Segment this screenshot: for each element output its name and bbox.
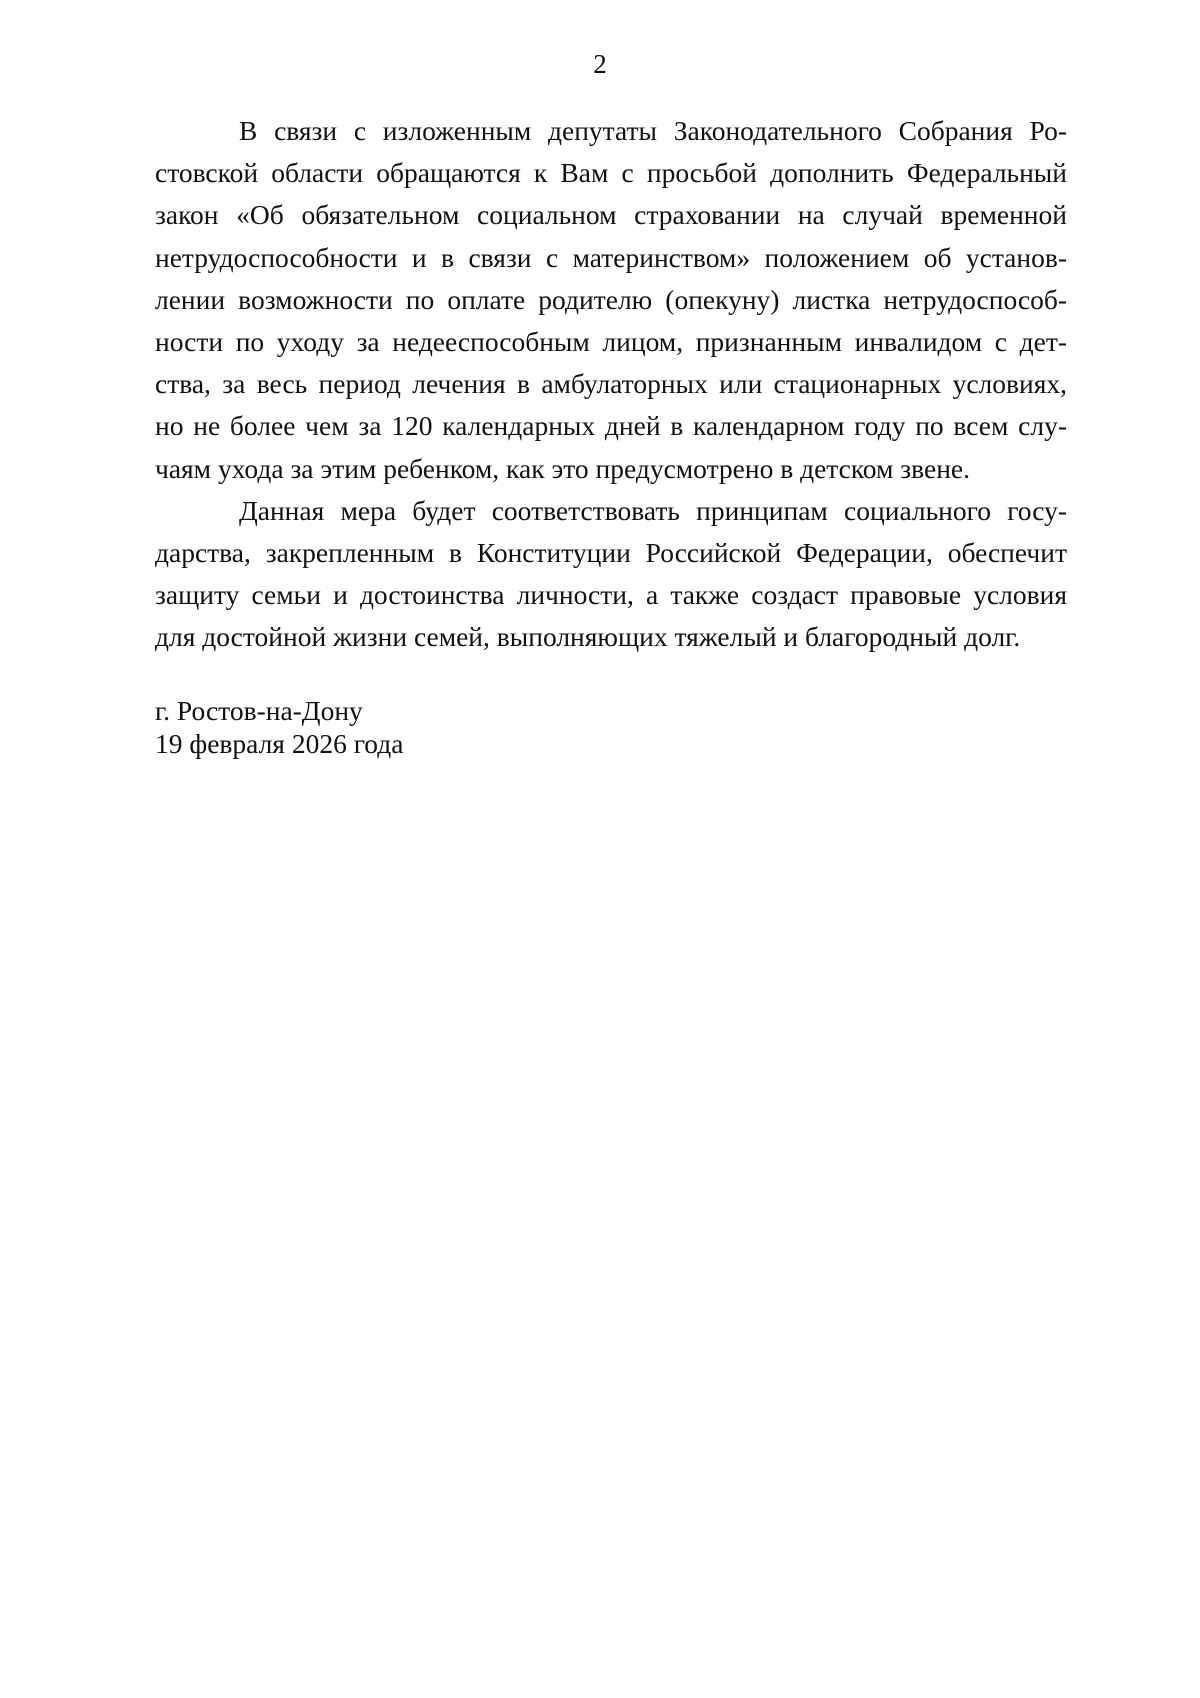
paragraph-line: В связи с изложенным депутаты Законодательного Собрания Ро- [239,115,1067,146]
signature-city: г. Ростов-на-Дону [155,695,363,726]
page-number: 2 [593,49,607,79]
paragraph-line: чаям ухода за этим ребенком, как это предусмотрено в детском звене. [155,452,970,484]
paragraph-line: дарства, закрепленным в Конституции Российской Федерации, обеспечит [155,536,1067,568]
paragraph-line: но не более чем за 120 календарных дней в календарном году по всем слу- [155,410,1067,442]
paragraph-line: Данная мера будет соответствовать принципам социального госу- [239,494,1067,526]
paragraph-line: ности по уходу за недееспособным лицом, признанным инвалидом с дет- [155,325,1067,357]
paragraph-line: защиту семьи и достоинства личности, а также создаст правовые условия [155,579,1067,611]
document-body [155,110,1067,658]
signature-date: 19 февраля 2026 года [155,728,404,759]
paragraph-line: стовской области обращаются к Вам с просьбой дополнить Федеральный [155,157,1067,189]
paragraph-line: лении возможности по оплате родителю (опекуну) листка нетрудоспособ- [155,283,1067,315]
paragraph-line: закон «Об обязательном социальном страховании на случай временной [155,199,1067,231]
paragraph-2 [155,490,1067,659]
paragraph-line: ства, за весь период лечения в амбулаторных или стационарных условиях, [155,368,1067,400]
signature-block [155,694,755,760]
paragraph-line: для достойной жизни семей, выполняющих тяжелый и благородный долг. [155,621,1021,653]
paragraph-1 [155,110,1067,490]
paragraph-line: нетрудоспособности и в связи с материнством» положением об установ- [155,241,1067,273]
